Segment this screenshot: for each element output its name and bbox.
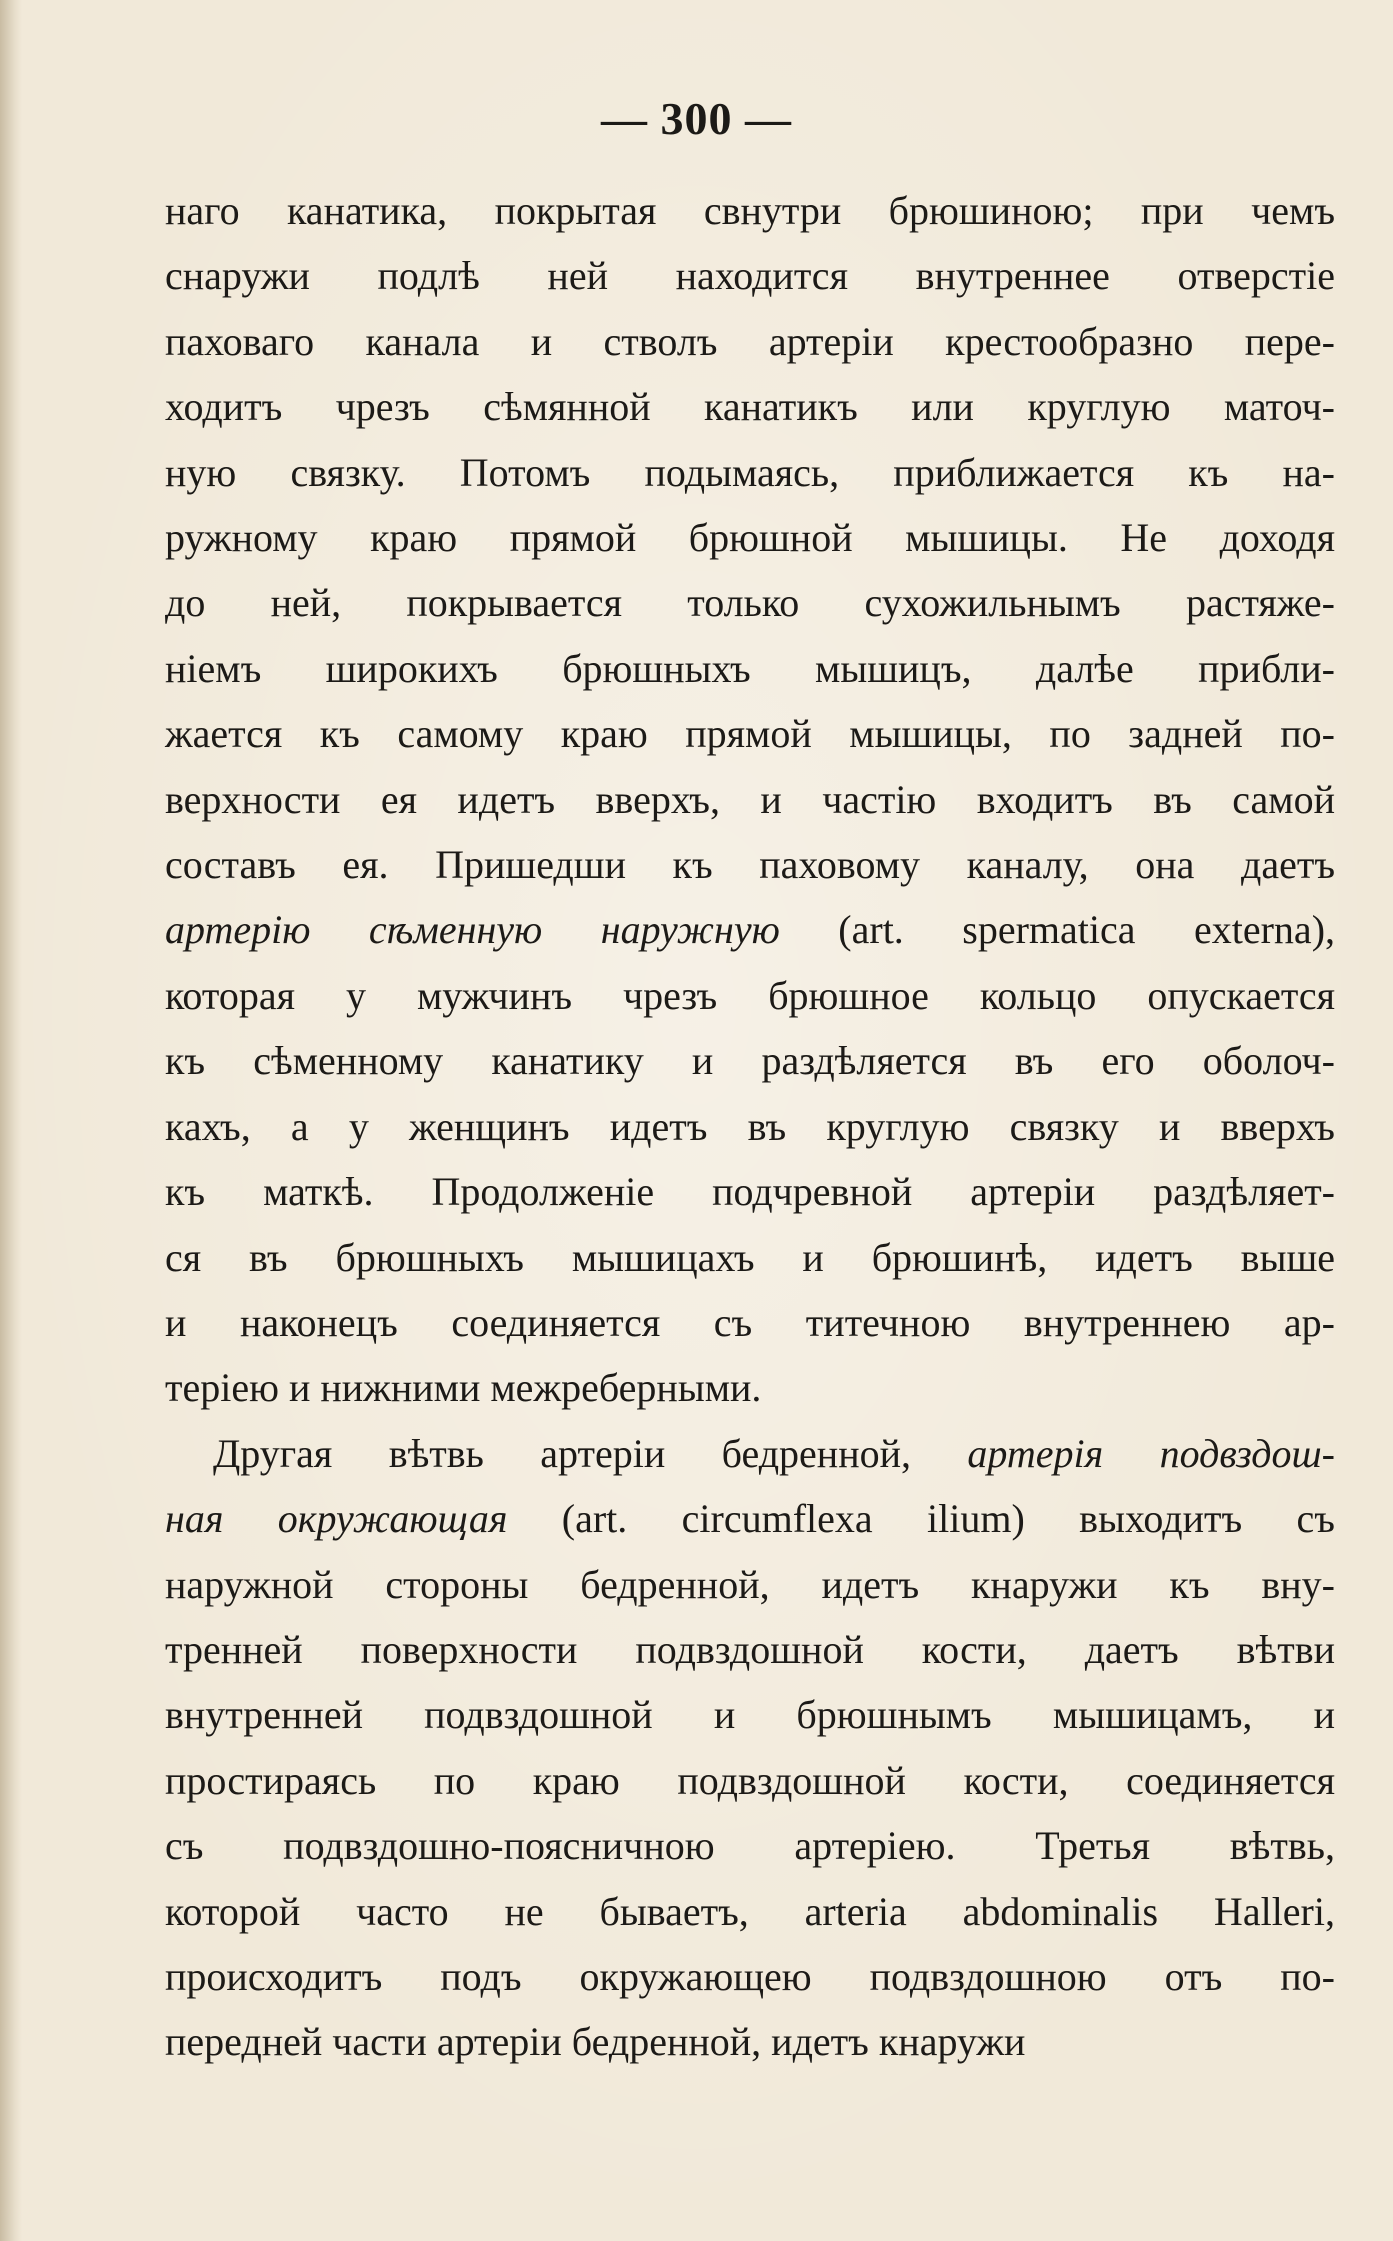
text-line [165, 963, 1335, 1028]
text-line [165, 1944, 1335, 2009]
text-line [165, 440, 1335, 505]
text-line [165, 243, 1335, 308]
text-line [165, 1290, 1335, 1355]
line-text: происходитъ подъ окружающею подвздошною отъ по- [165, 1953, 1335, 1999]
line-text: Другая вѣтвь артеріи бедренной, [213, 1430, 968, 1476]
line-text: (art. spermatica externa), [779, 907, 1336, 953]
line-text: и наконецъ соединяется съ титечною внутреннею ар- [165, 1299, 1335, 1345]
text-line [165, 1813, 1335, 1878]
body-text [165, 178, 1335, 2075]
line-text: внутренней подвздошной и брюшнымъ мышицамъ, и [165, 1692, 1335, 1738]
line-text: жается къ самому краю прямой мышицы, по задней по- [165, 711, 1335, 757]
text-line [165, 701, 1335, 766]
text-line [165, 309, 1335, 374]
line-text: наружной стороны бедренной, идетъ кнаружи къ вну- [165, 1561, 1335, 1607]
line-text: снаружи подлѣ ней находится внутреннее отверстіе [165, 253, 1335, 299]
italic-term: артерію сѣменную наружную [165, 907, 780, 953]
text-line [165, 570, 1335, 635]
text-line [165, 2009, 1335, 2074]
line-text: ся въ брюшныхъ мышицахъ и брюшинѣ, идетъ выше [165, 1234, 1335, 1280]
line-text: къ маткѣ. Продолженіе подчревной артеріи раздѣляет- [165, 1169, 1335, 1215]
line-text: простираясь по краю подвздошной кости, соединяется [165, 1757, 1335, 1803]
text-line [165, 1159, 1335, 1224]
paragraph [165, 1421, 1335, 2075]
text-line [165, 1421, 1335, 1486]
text-line [165, 1225, 1335, 1290]
text-line [165, 832, 1335, 897]
page-number: — 300 — [601, 93, 792, 144]
line-text: ходитъ чрезъ сѣмянной канатикъ или круглую маточ- [165, 384, 1335, 430]
text-line [165, 505, 1335, 570]
text-line [165, 767, 1335, 832]
text-line [165, 1879, 1335, 1944]
line-text: которой часто не бываетъ, arteria abdominalis Halleri, [165, 1888, 1335, 1934]
text-line [165, 1617, 1335, 1682]
line-text: паховаго канала и стволъ артеріи крестообразно пере- [165, 318, 1335, 364]
text-line [165, 897, 1335, 962]
text-line [165, 1094, 1335, 1159]
line-text: теріею и нижними межреберными. [165, 1365, 762, 1411]
line-text: ружному краю прямой брюшной мышицы. Не доходя [165, 515, 1335, 561]
text-line [165, 178, 1335, 243]
text-line [165, 1028, 1335, 1093]
line-text: (art. circumflexa ilium) выходитъ съ [507, 1496, 1335, 1542]
paragraph [165, 178, 1335, 1421]
line-text: тренней поверхности подвздошной кости, даетъ вѣтви [165, 1626, 1335, 1672]
text-line [165, 636, 1335, 701]
line-text: верхности ея идетъ вверхъ, и частію входитъ въ самой [165, 776, 1335, 822]
line-text: которая у мужчинъ чрезъ брюшное кольцо опускается [165, 972, 1335, 1018]
text-line [165, 1355, 1335, 1420]
page-binding-shadow [0, 0, 22, 2241]
text-line [165, 1552, 1335, 1617]
line-text: составъ ея. Пришедши къ паховому каналу, она даетъ [165, 842, 1335, 888]
text-line [165, 1486, 1335, 1551]
text-line [165, 1748, 1335, 1813]
line-text: ніемъ широкихъ брюшныхъ мышицъ, далѣе прибли- [165, 645, 1335, 691]
italic-term: артерія подвздош- [967, 1430, 1335, 1476]
line-text: съ подвздошно-поясничною артеріею. Третья вѣтвь, [165, 1823, 1335, 1869]
line-text: ную связку. Потомъ подымаясь, приближается къ на- [165, 449, 1335, 495]
line-text: наго канатика, покрытая свнутри брюшиною; при чемъ [165, 188, 1335, 233]
italic-term: ная окружающая [165, 1496, 508, 1542]
line-text: до ней, покрывается только сухожильнымъ растяже- [165, 580, 1335, 626]
text-line [165, 1682, 1335, 1747]
line-text: передней части артеріи бедренной, идетъ кнаружи [165, 2019, 1026, 2065]
text-line [165, 374, 1335, 439]
line-text: къ сѣменному канатику и раздѣляется въ его оболоч- [165, 1038, 1335, 1084]
line-text: кахъ, а у женщинъ идетъ въ круглую связку и вверхъ [165, 1103, 1335, 1149]
